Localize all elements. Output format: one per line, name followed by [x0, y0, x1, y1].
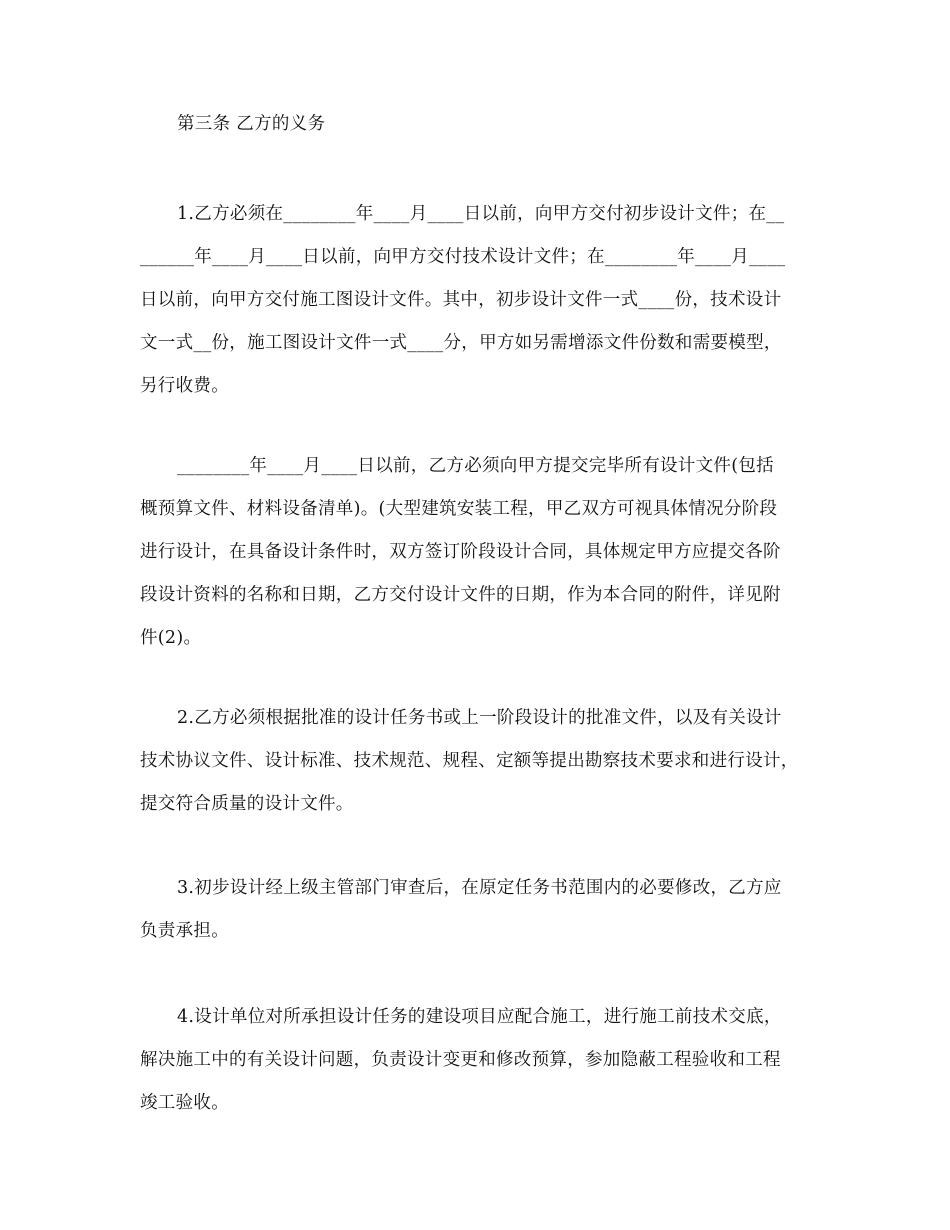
- paragraph-line: 另行收费。: [140, 376, 229, 396]
- paragraph-5: [140, 996, 820, 1125]
- paragraph-line: 技术协议文件、设计标准、技术规范、规程、定额等提出勘察技术要求和进行设计，: [140, 751, 799, 771]
- paragraph-2: [140, 445, 820, 660]
- paragraph-line: 概预算文件、材料设备清单)。(大型建筑安装工程，甲乙双方可视具体情况分阶段: [140, 499, 778, 519]
- paragraph-line: 2.乙方必须根据批准的设计任务书或上一阶段设计的批准文件，以及有关设计: [177, 708, 782, 728]
- paragraph-line: 件(2)。: [140, 628, 202, 648]
- paragraph-line: 段设计资料的名称和日期，乙方交付设计文件的日期，作为本合同的附件，详见附: [140, 585, 781, 605]
- paragraph-3: [140, 697, 820, 826]
- article-heading: 第三条 乙方的义务: [177, 114, 326, 134]
- paragraph-line: 提交符合质量的设计文件。: [140, 794, 354, 814]
- paragraph-line: 1.乙方必须在________年____月____日以前，向甲方交付初步设计文件；在__: [177, 204, 785, 224]
- paragraph-line: ______年____月____日以前，向甲方交付技术设计文件；在________年____月____: [140, 247, 786, 267]
- paragraph-line: 文一式__份，施工图设计文件一式____分，甲方如另需增添文件份数和需要模型，: [140, 333, 782, 353]
- paragraph-4: [140, 867, 820, 953]
- paragraph-line: ________年____月____日以前，乙方必须向甲方提交完毕所有设计文件(包括: [177, 456, 774, 476]
- paragraph-line: 日以前，向甲方交付施工图设计文件。其中，初步设计文件一式____份，技术设计: [140, 290, 782, 310]
- paragraph-line: 负责承担。: [140, 921, 229, 941]
- paragraph-line: 进行设计，在具备设计条件时，双方签订阶段设计合同，具体规定甲方应提交各阶: [140, 542, 781, 562]
- paragraph-1: [140, 193, 820, 408]
- paragraph-line: 4.设计单位对所承担设计任务的建设项目应配合施工，进行施工前技术交底，: [177, 1007, 782, 1027]
- paragraph-line: 3.初步设计经上级主管部门审查后，在原定任务书范围内的必要修改，乙方应: [177, 878, 782, 898]
- paragraph-line: 解决施工中的有关设计问题，负责设计变更和修改预算，参加隐蔽工程验收和工程: [140, 1050, 781, 1070]
- paragraph-line: 竣工验收。: [140, 1093, 229, 1113]
